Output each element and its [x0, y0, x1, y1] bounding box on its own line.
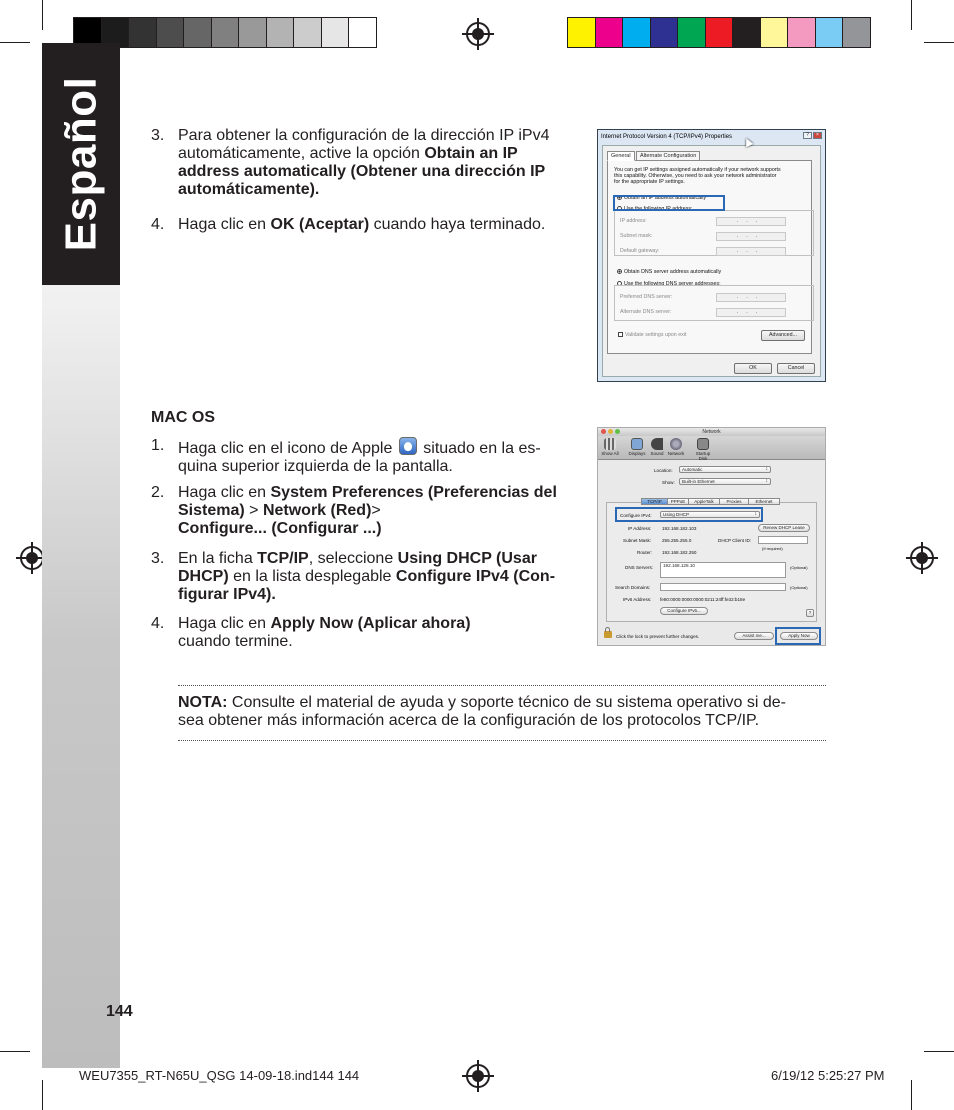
step-text-run: address automatically (Obtener una dirección IP [178, 163, 546, 180]
step-text-run: > [371, 502, 381, 519]
intro-line-3: for the appropriate IP settings. [614, 179, 685, 185]
step-text-run: en la lista desplegable [228, 568, 396, 585]
subnet-mask-value: 255.255.255.0 [662, 538, 692, 543]
dialog-body [602, 145, 821, 377]
crop-mark [42, 1080, 43, 1110]
help-button[interactable]: ? [806, 609, 814, 617]
color-swatch [760, 17, 789, 48]
step-text-run: DHCP) [178, 568, 229, 585]
note-divider-bottom [178, 740, 826, 741]
color-swatch [732, 17, 761, 48]
dns-servers-field[interactable]: 192.168.128.10 [660, 562, 786, 578]
note-block [178, 694, 828, 730]
step-number: 3. [151, 550, 165, 567]
configure-ipv6-button[interactable]: Configure IPv6... [660, 607, 708, 615]
color-swatch [238, 17, 267, 48]
dialog-title: Internet Protocol Version 4 (TCP/IPv4) Properties [601, 134, 733, 140]
tab-alternate-configuration[interactable]: Alternate Configuration [636, 151, 700, 161]
preferred-dns-field[interactable]: ... [716, 293, 786, 302]
location-label: Location: [654, 468, 673, 473]
step-text-run: System Preferences (Preferencias del [270, 484, 557, 501]
side-language-title: Español [56, 76, 105, 252]
window-controls [803, 132, 822, 139]
dhcp-client-id-field[interactable] [758, 536, 808, 544]
color-swatch [815, 17, 844, 48]
note-divider-top [178, 685, 826, 686]
step-number: 3. [151, 127, 165, 144]
mac-network-preferences-screenshot [597, 427, 826, 646]
ip-address-label: IP Address: [628, 526, 652, 531]
apple-icon [399, 437, 417, 455]
location-select[interactable]: Automatic ↕ [679, 466, 771, 473]
step-number: 1. [151, 437, 165, 454]
toolbar-sound[interactable]: Sound [646, 438, 668, 456]
color-swatch [842, 17, 871, 48]
close-icon[interactable] [601, 429, 606, 434]
help-icon[interactable]: ? [803, 132, 812, 139]
step-text-run: Configure IPv4 (Con- [395, 568, 556, 585]
step-text-run: automáticamente). [178, 181, 320, 198]
general-tab-panel [607, 160, 812, 354]
ipv6-address-label: IPv6 Address: [623, 597, 652, 602]
zoom-icon[interactable] [615, 429, 620, 434]
color-swatch [156, 17, 185, 48]
color-swatch [787, 17, 816, 48]
step-text-run: cuando haya terminado. [369, 216, 546, 233]
step-text-run: Haga clic en [178, 484, 271, 501]
obtain-dns-option[interactable]: Obtain DNS server address automatically [617, 269, 721, 275]
use-ip-option[interactable]: Use the following IP address: [617, 206, 693, 212]
lock-icon[interactable] [604, 631, 612, 638]
step-text [178, 484, 557, 538]
default-gateway-label: Default gateway: [620, 248, 660, 254]
window-title: Network [598, 428, 825, 436]
tab-ethernet[interactable]: Ethernet [748, 498, 780, 505]
crop-mark [911, 0, 912, 30]
advanced-button[interactable]: Advanced... [761, 330, 805, 341]
subnet-mask-label: Subnet mask: [620, 233, 653, 239]
mac-os-heading: MAC OS [151, 409, 215, 426]
step-text-run: En la ficha [178, 550, 258, 567]
preferred-dns-label: Preferred DNS server: [620, 294, 673, 300]
slug-date: 6/19/12 5:25:27 PM [771, 1068, 885, 1083]
color-swatch [595, 17, 624, 48]
tab-general[interactable]: General [607, 151, 635, 161]
configure-ipv4-select[interactable]: Using DHCP ↕ [660, 511, 760, 518]
crop-mark [911, 1080, 912, 1110]
registration-mark-icon [466, 22, 490, 46]
step-number: 4. [151, 216, 165, 233]
tab-appletalk[interactable]: AppleTalk [688, 498, 720, 505]
color-swatch [211, 17, 240, 48]
tab-proxies[interactable]: Proxies [719, 498, 749, 505]
color-swatch [650, 17, 679, 48]
disk-icon [697, 438, 709, 450]
step-text-run: Sistema) [178, 502, 245, 519]
step-text-run: Haga clic en el icono de Apple [178, 440, 397, 457]
checkbox-icon [618, 332, 623, 337]
step-text-run: situado en la es- [418, 440, 541, 457]
lock-hint: Click the lock to prevent further changes. [616, 634, 700, 639]
windows-ipv4-dialog-screenshot [597, 129, 826, 382]
step-number: 2. [151, 484, 165, 501]
crop-mark [0, 42, 30, 43]
if-required-hint: (If required) [762, 546, 783, 551]
color-swatch [622, 17, 651, 48]
minimize-icon[interactable] [608, 429, 613, 434]
step-text-run: Haga clic en [178, 216, 271, 233]
close-icon[interactable]: × [813, 132, 822, 139]
ip-address-value: 192.168.182.103 [662, 526, 697, 531]
step-text-run: Network (Red) [262, 502, 372, 519]
toolbar-show-all[interactable]: Show All [599, 438, 621, 456]
alternate-dns-field[interactable]: ... [716, 308, 786, 317]
apply-now-highlight [775, 627, 821, 645]
display-icon [631, 438, 643, 450]
search-domains-field[interactable] [660, 583, 786, 591]
toolbar-startup-disk[interactable]: Startup Disk [692, 438, 714, 461]
router-label: Router: [637, 550, 653, 555]
step-text-run: Using DHCP (Usar [397, 550, 537, 567]
step-text-run: Para obtener la configuración de la dirección IP iPv4 [178, 127, 550, 144]
apply-now-button[interactable]: Apply Now [780, 632, 818, 640]
step-text [178, 437, 541, 476]
color-swatch [677, 17, 706, 48]
crop-mark [0, 1051, 30, 1052]
page-number: 144 [106, 1003, 133, 1020]
step-text-run: , seleccione [308, 550, 398, 567]
step-text-run: OK (Aceptar) [270, 216, 370, 233]
step-text-run: Apply Now (Aplicar ahora) [270, 615, 471, 632]
cancel-button[interactable]: Cancel [777, 363, 815, 374]
configure-ipv4-label: Configure IPv4: [620, 513, 652, 518]
tab-pppoe[interactable]: PPPoE [667, 498, 689, 505]
ip-address-label: IP address: [620, 218, 647, 224]
show-select[interactable]: Built-in Ethernet ↕ [679, 478, 771, 485]
registration-mark-icon [466, 1064, 490, 1088]
note-label: NOTA: [178, 694, 228, 711]
ip-address-field[interactable]: ... [716, 217, 786, 226]
step-number: 4. [151, 615, 165, 632]
intro-line-2: this capability. Otherwise, you need to ask your network administrator [614, 173, 777, 179]
preferences-toolbar [598, 436, 825, 460]
obtain-ip-option[interactable]: Obtain an IP address automatically [617, 195, 706, 201]
slug-file-info: WEU7355_RT-N65U_QSG 14-09-18.ind144 144 [79, 1068, 360, 1083]
ipv6-address-value: fe80:0000:0000:0000:0211:24ff:fe32:b18e [660, 597, 746, 602]
crop-mark [924, 42, 954, 43]
speaker-icon [651, 438, 663, 450]
search-domains-label: Search Domains: [615, 585, 651, 590]
use-dns-option[interactable]: Use the following DNS server addresses: [617, 281, 721, 287]
step-text-run: Obtain an IP [424, 145, 518, 162]
color-swatch-strip [567, 17, 870, 48]
step-text-run: TCP/IP [257, 550, 309, 567]
globe-icon [670, 438, 682, 450]
router-value: 192.168.182.250 [662, 550, 697, 555]
color-swatch [128, 17, 157, 48]
color-swatch [293, 17, 322, 48]
tab-tcpip[interactable]: TCP/IP [641, 498, 668, 505]
step-text-run: figurar IPv4). [178, 586, 276, 603]
dns-optional-hint: (Optional) [790, 565, 808, 570]
crop-mark [42, 0, 43, 30]
note-text-1: Consulte el material de ayuda y soporte técnico de su sistema operativo si de- [227, 694, 786, 711]
step-text-run: Configure... (Configurar ...) [178, 520, 382, 537]
alternate-dns-label: Alternate DNS server: [620, 309, 672, 315]
search-optional-hint: (Optional) [790, 585, 808, 590]
radio-selected-icon [617, 269, 622, 274]
color-swatch [321, 17, 350, 48]
step-text-run: quina superior izquierda de la pantalla. [178, 458, 453, 475]
step-text-run: > [244, 502, 263, 519]
color-swatch [567, 17, 596, 48]
default-gateway-field[interactable]: ... [716, 247, 786, 256]
step-text [178, 127, 549, 199]
toolbar-network[interactable]: Network [665, 438, 687, 456]
traffic-light-controls [601, 429, 620, 434]
color-swatch [348, 17, 377, 48]
renew-dhcp-lease-button[interactable]: Renew DHCP Lease [758, 524, 810, 532]
show-label: Show: [662, 480, 675, 485]
toolbar-displays[interactable]: Displays [626, 438, 648, 456]
subnet-mask-field[interactable]: ... [716, 232, 786, 241]
step-text [178, 615, 471, 651]
validate-settings-checkbox[interactable]: Validate settings upon exit [618, 332, 686, 338]
dhcp-client-id-label: DHCP Client ID: [718, 538, 752, 543]
assist-me-button[interactable]: Assist me... [734, 632, 774, 640]
subnet-mask-label: Subnet Mask: [623, 538, 652, 543]
step-text [178, 216, 545, 234]
intro-line-1: You can get IP settings assigned automatically if your network supports [614, 167, 781, 173]
crop-mark [924, 1051, 954, 1052]
obtain-ip-highlight [613, 195, 725, 211]
dns-servers-label: DNS Servers: [625, 565, 654, 570]
configure-ipv4-highlight [615, 507, 763, 522]
step-text-run: automáticamente, active la opción [178, 145, 425, 162]
note-text-2: sea obtener más información acerca de la configuración de los protocolos TCP/IP. [178, 712, 760, 729]
step-text [178, 550, 555, 604]
step-text-run: Haga clic en [178, 615, 271, 632]
color-swatch [266, 17, 295, 48]
registration-mark-icon [20, 546, 44, 570]
color-swatch [183, 17, 212, 48]
color-swatch [705, 17, 734, 48]
ok-button[interactable]: OK [734, 363, 772, 374]
grid-icon [604, 438, 616, 450]
step-text-run: cuando termine. [178, 633, 293, 650]
registration-mark-icon [910, 546, 934, 570]
